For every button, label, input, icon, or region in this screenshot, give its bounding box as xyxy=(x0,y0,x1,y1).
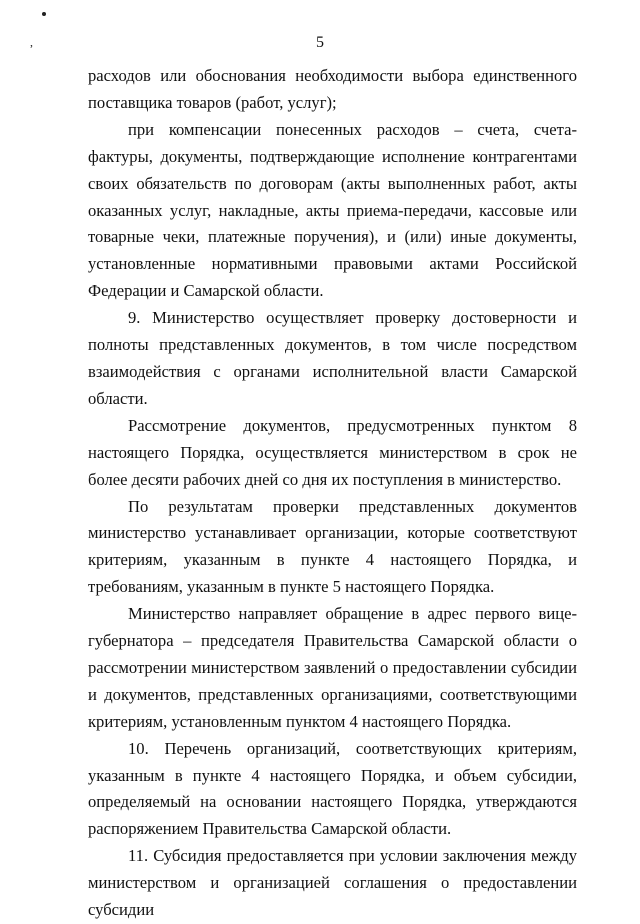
paragraph-compensation-documents: при компенсации понесенных расходов – счета, счета-фактуры, документы, подтверждающие исполнение контрагентами своих обязательств по договорам (акты выполненных работ, акты оказанных услуг, накладные, акты приема-передачи, кассовые или товарные чеки, платежные поручения), и (или) иные документы, установленные нормативными правовыми актами Российской Федерации и Самарской области. xyxy=(88,119,577,301)
paragraph-continuation: расходов или обоснования необходимости выбора единственного поставщика товаров (работ, услуг); xyxy=(88,66,577,112)
paragraph-review-term: Рассмотрение документов, предусмотренных пунктом 8 настоящего Порядка, осуществляется министерством в срок не более десяти рабочих дней со дня их поступления в министерство. xyxy=(88,415,577,489)
paragraph-item-11: 11. Субсидия предоставляется при условии заключения между министерством и организацией соглашения о предоставлении субсидии xyxy=(88,846,577,920)
paragraph-item-9: 9. Министерство осуществляет проверку достоверности и полноты представленных документов, в том числе посредством взаимодействия с органами исполнительной власти Самарской области. xyxy=(88,308,577,408)
scan-mark-dot xyxy=(42,12,46,16)
page-number: 5 xyxy=(316,34,324,51)
paragraph-item-10: 10. Перечень организаций, соответствующих критериям, указанным в пункте 4 настоящего Порядка, и объем субсидии, определяемый на основании настоящего Порядка, утверждаются распоряжением Правительства Самарской области. xyxy=(88,738,577,839)
paragraph-check-results: По результатам проверки представленных документов министерство устанавливает организации, которые соответствуют критериям, указанным в пункте 4 настоящего Порядка, и требованиям, указанным в пункте 5 настоящего Порядка. xyxy=(88,496,577,597)
scan-mark-comma: , xyxy=(30,35,33,49)
paragraph-ministry-appeal: Министерство направляет обращение в адрес первого вице-губернатора – председателя Правительства Самарской области о рассмотрении министерством заявлений о предоставлении субсидии и документов, представленных организациями, соответствующими критериям, установленным пунктом 4 настоящего Порядка. xyxy=(88,604,577,731)
document-body xyxy=(88,63,577,924)
